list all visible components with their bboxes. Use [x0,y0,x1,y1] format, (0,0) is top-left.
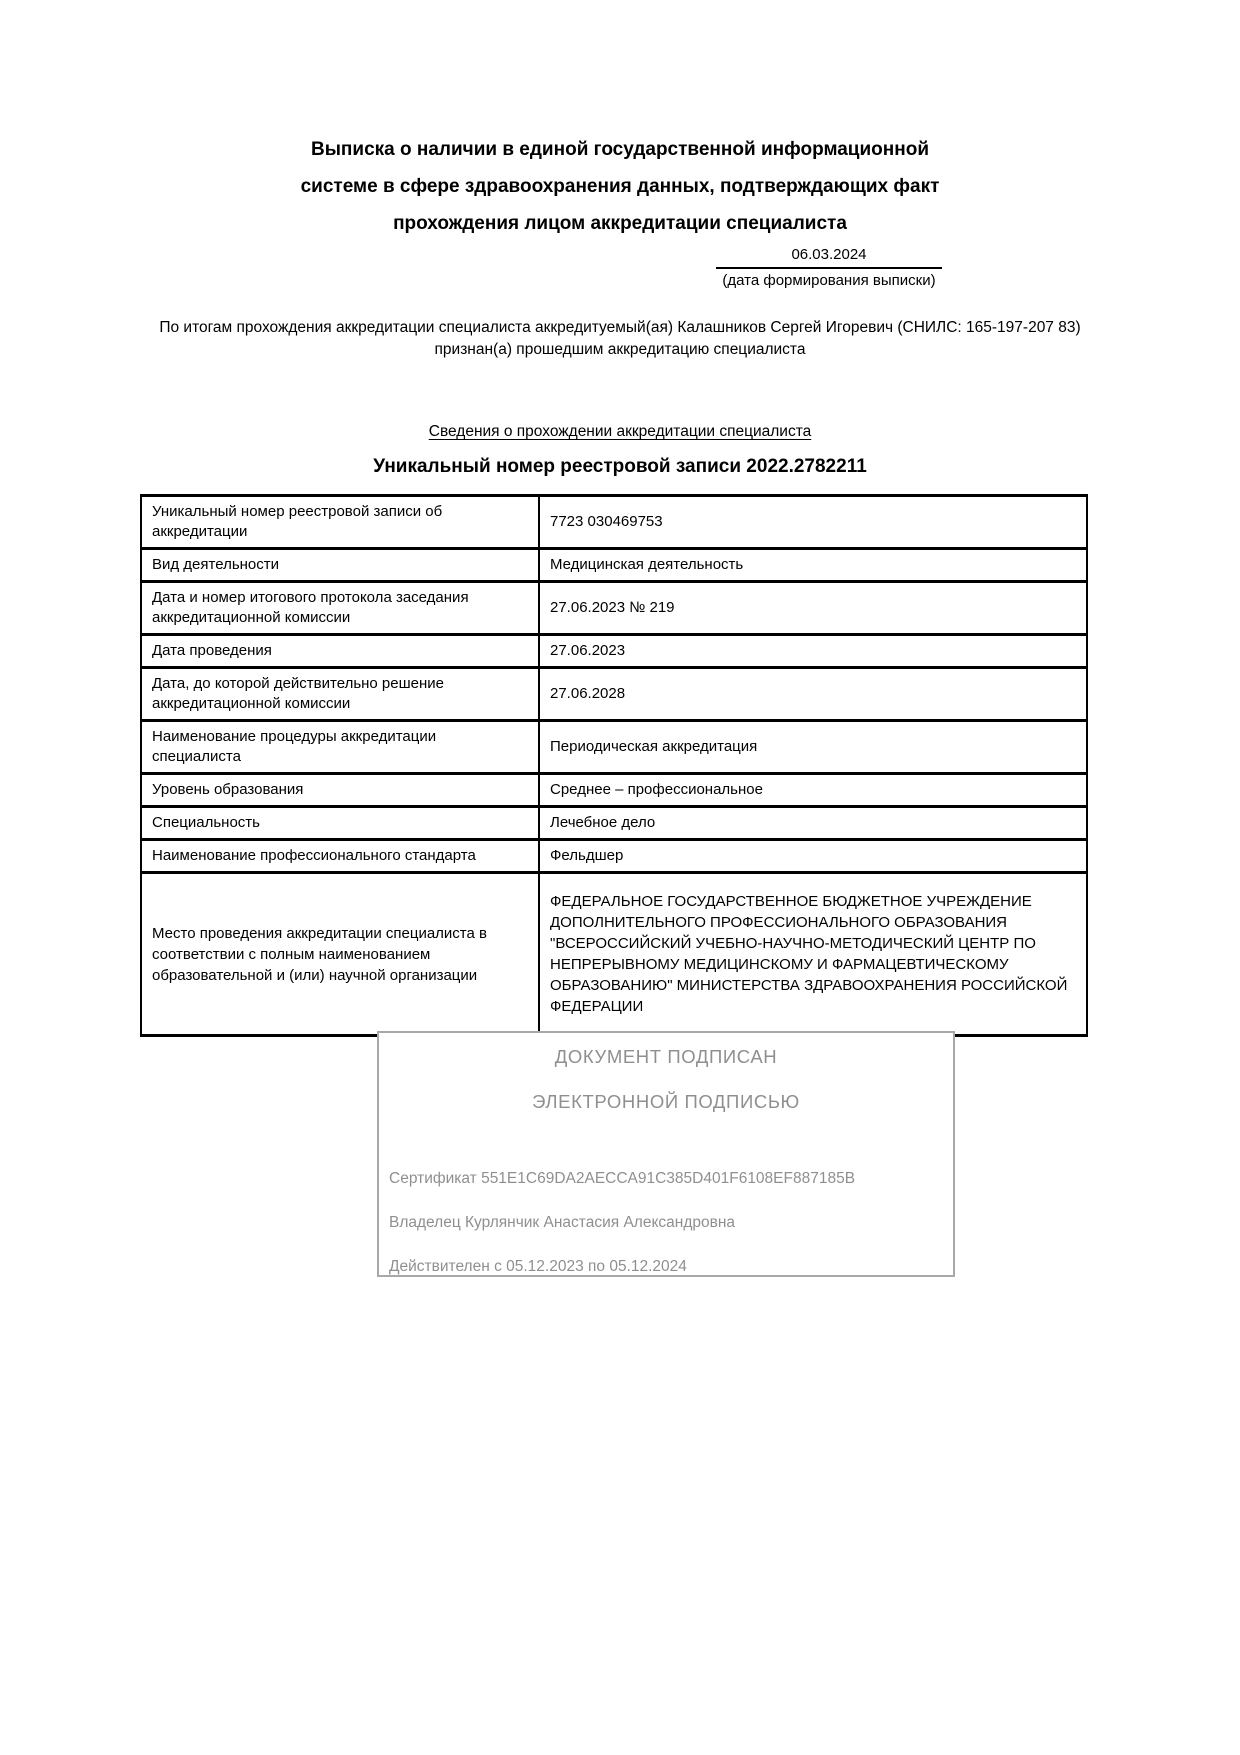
table-row [141,668,1087,721]
table-row [141,549,1087,582]
row-value-cell: Лечебное дело [539,807,1087,840]
formation-date-block [716,245,942,290]
formation-date-value: 06.03.2024 [716,245,942,269]
row-value-cell: ФЕДЕРАЛЬНОЕ ГОСУДАРСТВЕННОЕ БЮДЖЕТНОЕ УЧРЕЖДЕНИЕ ДОПОЛНИТЕЛЬНОГО ПРОФЕССИОНАЛЬНОГО ОБРАЗОВАНИЯ "ВСЕРОССИЙСКИЙ УЧЕБНО-НАУЧНО-МЕТОДИЧЕСКИЙ ЦЕНТР ПО НЕПРЕРЫВНОМУ МЕДИЦИНСКОМУ И ФАРМАЦЕВТИЧЕСКОМУ ОБРАЗОВАНИЮ" МИНИСТЕРСТВА ЗДРАВООХРАНЕНИЯ РОССИЙСКОЙ ФЕДЕРАЦИИ [539,873,1087,1036]
row-label-cell: Наименование процедуры аккредитации специалиста [141,721,539,774]
signature-title-line-1: ДОКУМЕНТ ПОДПИСАН [554,1046,778,1067]
document-title-line-3: прохождения лицом аккредитации специалиста [393,213,847,234]
row-value-cell: Среднее – профессиональное [539,774,1087,807]
table-row [141,840,1087,873]
row-label-cell: Уровень образования [141,774,539,807]
row-label-cell: Уникальный номер реестровой записи об аккредитации [141,496,539,549]
row-value-cell: Периодическая аккредитация [539,721,1087,774]
table-row [141,873,1087,1036]
signature-owner: Владелец Курлянчик Анастасия Александровна [389,1214,736,1231]
row-label-cell: Дата, до которой действительно решение аккредитационной комиссии [141,668,539,721]
formation-date-caption: (дата формирования выписки) [722,272,936,289]
row-label-cell: Дата и номер итогового протокола заседания аккредитационной комиссии [141,582,539,635]
document-title-line-2: системе в сфере здравоохранения данных, подтверждающих факт [300,176,940,197]
row-label-cell: Наименование профессионального стандарта [141,840,539,873]
row-label-cell: Место проведения аккредитации специалиста в соответствии с полным наименованием образовательной и (или) научной организации [141,873,539,1036]
row-label-cell: Дата проведения [141,635,539,668]
row-value-cell: 27.06.2023 № 219 [539,582,1087,635]
table-row [141,496,1087,549]
row-value-cell: Медицинская деятельность [539,549,1087,582]
signature-certificate: Сертификат 551E1C69DA2AECCA91C385D401F6108EF887185B [389,1170,856,1187]
table-row [141,635,1087,668]
signature-title-line-2: ЭЛЕКТРОННОЙ ПОДПИСЬЮ [532,1091,800,1112]
accreditation-summary-line-2: признан(а) прошедшим аккредитацию специалиста [434,341,806,358]
accreditation-summary [0,317,1240,361]
row-value-cell: Фельдшер [539,840,1087,873]
accreditation-summary-line-1: По итогам прохождения аккредитации специалиста аккредитуемый(ая) Калашников Сергей Игоревич (СНИЛС: 165-197-207 83) [159,319,1081,336]
electronic-signature-stamp [377,1031,955,1277]
section-heading: Сведения о прохождении аккредитации специалиста [428,423,812,440]
table-row [141,774,1087,807]
table-row [141,807,1087,840]
row-value-cell: 7723 030469753 [539,496,1087,549]
table-row [141,721,1087,774]
row-label-cell: Вид деятельности [141,549,539,582]
row-value-cell: 27.06.2028 [539,668,1087,721]
row-value-cell: 27.06.2023 [539,635,1087,668]
row-label-cell: Специальность [141,807,539,840]
accreditation-details-table [140,494,1088,1037]
document-title [0,131,1240,242]
table-row [141,582,1087,635]
signature-validity: Действителен с 05.12.2023 по 05.12.2024 [389,1258,687,1275]
registry-record-heading: Уникальный номер реестровой записи 2022.2782211 [373,456,867,477]
document-title-line-1: Выписка о наличии в единой государственной информационной [310,139,930,160]
